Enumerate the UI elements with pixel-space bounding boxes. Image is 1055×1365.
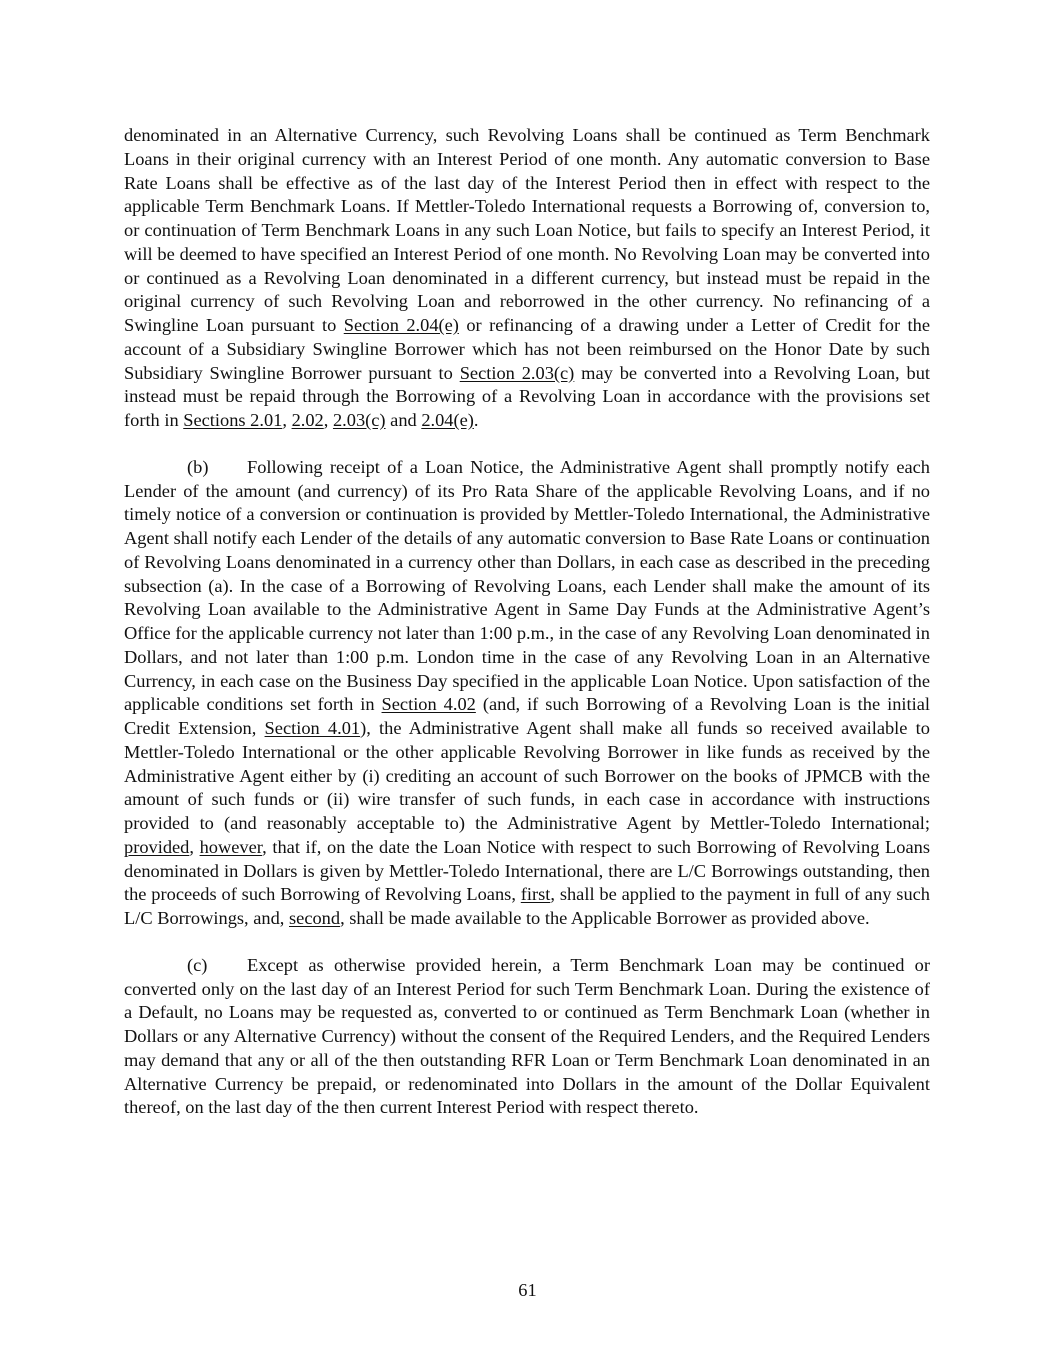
emphasis-term: second <box>289 908 341 928</box>
paragraph-text: Except as otherwise provided herein, a Term Benchmark Loan may be continued or converted only on the last day of an Interest Period for such Term Benchmark Loan. During the existence of a Default, no Loans may be requested as, converted to or continued as Term Benchmark Loan (whether in Dollars or any Alternative Currency) without the consent of the Required Lenders, and the Required Lenders may demand that any or all of the then outstanding RFR Loan or Term Benchmark Loan denominated in an Alternative Currency be prepaid, or redenominated into Dollars in the amount of the Dollar Equivalent thereof, on the last day of the then current Interest Period with respect thereto. <box>124 954 930 1118</box>
paragraph-continued <box>124 124 930 433</box>
section-reference: 2.03(c) <box>332 410 386 430</box>
section-reference: Section 2.03(c) <box>459 362 575 383</box>
paragraph-text: denominated in an Alternative Currency, such Revolving Loans shall be continued as Term Benchmark Loans in their original currency with an Interest Period of one month. Any automatic conversion to Base Rate Loans shall be effective as of the last day of the Interest Period then in effect with respect to the applicable Term Benchmark Loans. If Mettler-Toledo International requests a Borrowing of, conversion to, or continuation of Term Benchmark Loans in any such Loan Notice, but fails to specify an Interest Period, it will be deemed to have specified an Interest Period of one month. No Revolving Loan may be converted into or continued as a Revolving Loan denominated in a different currency, but instead must be repaid in the original currency of such Revolving Loan and reborrowed in the other currency. No refinancing of a Swingline Loan pursuant to <box>124 125 930 335</box>
paragraph-text: Following receipt of a Loan Notice, the Administrative Agent shall promptly notify each Lender of the amount (and currency) of its Pro Rata Share of the applicable Revolving Loans, and if no timely notice of a conversion or continuation is provided by Mettler-Toledo International, the Administrative Agent shall notify each Lender of the details of any automatic conversion to Base Rate Loans or continuation of Revolving Loans denominated in a currency other than Dollars, in each case as described in the preceding subsection (a). In the case of a Borrowing of Revolving Loans, each Lender shall make the amount of its Revolving Loan available to the Administrative Agent in Same Day Funds at the Administrative Agent’s Office for the applicable currency not later than 1:00 p.m., in the case of any Revolving Loan denominated in Dollars, and not later than 1:00 p.m. London time in the case of any Revolving Loan in an Alternative Currency, in each case on the Business Day specified in the applicable Loan Notice. Upon satisfaction of the applicable conditions set forth in <box>124 456 930 715</box>
section-reference: Sections 2.01 <box>183 410 283 430</box>
paragraph-text: , shall be applied to the payment in full of any such L/C Borrowings, and, <box>124 884 930 928</box>
paragraph-text: , <box>323 410 333 430</box>
paragraph-text: ), the Administrative Agent shall make all funds so received available to Mettler-Toledo International or the other applicable Revolving Borrower in like funds as received by the Administrative Agent either by (i) crediting an account of such Borrower on the books of JPMCB with the amount of such funds or (ii) wire transfer of such funds, in each case in accordance with instructions provided to (and reasonably acceptable to) the Administrative Agent by Mettler-Toledo International; <box>124 718 930 833</box>
paragraph-text: or refinancing of a drawing under a Letter of Credit for the account of a Subsidiary Swingline Borrower which has not been reimbursed on the Honor Date by such Subsidiary Swingline Borrower pursuant to <box>124 315 930 383</box>
section-reference: 2.02 <box>291 410 324 430</box>
paragraph-text: , that if, on the date the Loan Notice with respect to such Borrowing of Revolving Loans denominated in Dollars is given by Mettler-Toledo International, there are L/C Borrowings outstanding, then the proceeds of such Borrowing of Revolving Loans, <box>124 836 930 905</box>
emphasis-term: however <box>199 836 263 857</box>
paragraph-text: , <box>189 836 200 857</box>
paragraph-text: and <box>385 410 422 430</box>
paragraph-text: , shall be made available to the Applicable Borrower as provided above. <box>340 908 870 928</box>
subsection-label: (b) <box>187 456 209 477</box>
section-reference: Section 4.02 <box>381 694 476 715</box>
section-reference: 2.04(e) <box>421 410 474 430</box>
subsection-label: (c) <box>187 954 208 975</box>
paragraph-text: may be converted into a Revolving Loan, but instead must be repaid through the Borrowing of a Revolving Loan in accordance with the provisions set forth in <box>124 362 931 430</box>
paragraph-text: , <box>282 410 292 430</box>
paragraph-b <box>124 456 930 931</box>
document-page <box>124 124 930 1120</box>
paragraph-c <box>124 954 930 1120</box>
section-reference: Section 2.04(e) <box>343 315 459 335</box>
emphasis-term: first <box>520 884 551 905</box>
section-reference: Section 4.01 <box>264 718 361 738</box>
paragraph-text: . <box>473 410 479 430</box>
paragraph-text: (and, if such Borrowing of a Revolving Loan is the initial Credit Extension, <box>124 694 930 738</box>
page-number: 61 <box>518 1280 537 1300</box>
emphasis-term: provided <box>124 836 190 857</box>
